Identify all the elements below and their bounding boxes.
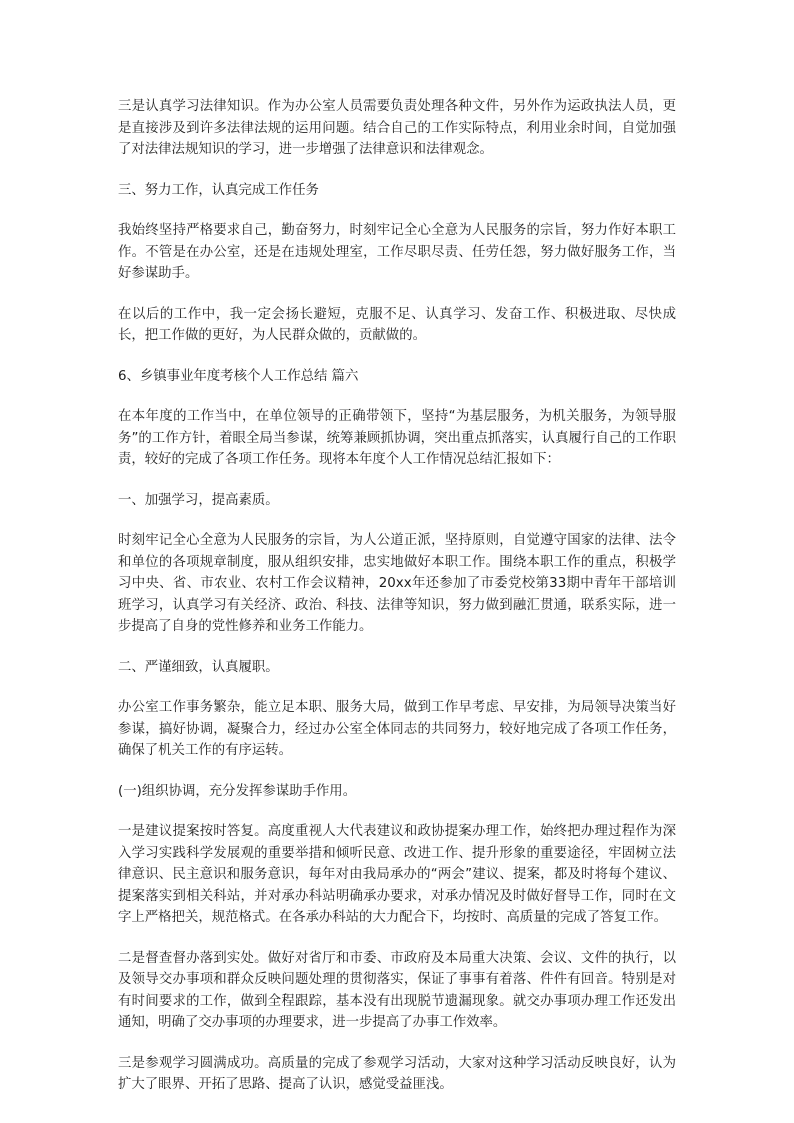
document-body: [118, 96, 676, 1115]
section-title-part-six: 6、乡镇事业年度考核个人工作总结 篇六: [118, 368, 359, 384]
paragraph-study-details: 时刻牢记全心全意为人民服务的宗旨，为人公道正派，坚持原则，自觉遵守国家的法律、法令和单位的各项规章制度，服从组织安排，忠实地做好本职工作。围绕本职工作的重点，积极学习中央、省、市农业、农村工作会议精神，20xx年还参加了市委党校第33期中青年干部培训班学习，认真学习有关经济、政治、科技、法律等知识，努力做到融汇贯通，联系实际，进一步提高了自身的党性修养和业务工作能力。: [118, 533, 676, 634]
paragraph-future-work: 在以后的工作中，我一定会扬长避短，克服不足、认真学习、发奋工作、积极进取、尽快成长，把工作做的更好，为人民群众做的，贡献做的。: [118, 306, 676, 343]
paragraph-visit-study: 三是参观学习圆满成功。高质量的完成了参观学习活动，大家对这种学习活动反映良好，认为扩大了眼界、开拓了思路、提高了认识，感觉受益匪浅。: [118, 1055, 676, 1092]
paragraph-office-work: 办公室工作事务繁杂，能立足本职、服务大局，做到工作早考虑、早安排，为局领导决策当好参谋，搞好协调，凝聚合力，经过办公室全体同志的共同努力，较好地完成了各项工作任务，确保了机关工作的有序运转。: [118, 700, 676, 758]
heading-rigorous-duty: 二、严谨细致，认真履职。: [118, 659, 279, 675]
paragraph-supervision: 二是督查督办落到实处。做好对省厅和市委、市政府及本局重大决策、会议、文件的执行，以及领导交办事项和群众反映问题处理的贯彻落实，保证了事事有着落、件件有回音。特别是对有时间要求的工作，做到全程跟踪，基本没有出现脱节遗漏现象。就交办事项办理工作还发出通知，明确了交办事项的办理要求，进一步提高了办事工作效率。: [118, 950, 676, 1030]
heading-strengthen-study: 一、加强学习，提高素质。: [118, 492, 279, 508]
paragraph-strict-requirements: 我始终坚持严格要求自己，勤奋努力，时刻牢记全心全意为人民服务的宗旨，努力作好本职工作。不管是在办公室，还是在违规处理室，工作尽职尽责、任劳任怨，努力做好服务工作，当好参谋助手。: [118, 223, 676, 281]
paragraph-annual-intro: 在本年度的工作当中，在单位领导的正确带领下，坚持“为基层服务，为机关服务，为领导服务”的工作方针，着眼全局当参谋，统筹兼顾抓协调，突出重点抓落实，认真履行自己的工作职责，较好的完成了各项工作任务。现将本年度个人工作情况总结汇报如下：: [118, 409, 676, 467]
heading-coordination: (一)组织协调，充分发挥参谋助手作用。: [118, 783, 357, 799]
heading-work-hard: 三、努力工作，认真完成工作任务: [118, 182, 319, 198]
paragraph-proposal-replies: 一是建议提案按时答复。高度重视人大代表建议和政协提案办理工作，始终把办理过程作为深入学习实践科学发展观的重要举措和倾听民意、改进工作、提升形象的重要途径，牢固树立法律意识、民主意识和服务意识，每年对由我局承办的“两会”建议、提案，都及时将每个建议、提案落实到相关科站，并对承办科站明确承办要求，对承办情况及时做好督导工作，同时在文字上严格把关，规范格式。在各承办科站的大力配合下，均按时、高质量的完成了答复工作。: [118, 824, 676, 925]
paragraph-law-study: 三是认真学习法律知识。作为办公室人员需要负责处理各种文件，另外作为运政执法人员，更是直接涉及到许多法律法规的运用问题。结合自己的工作实际特点，利用业余时间，自觉加强了对法律法规知识的学习，进一步增强了法律意识和法律观念。: [118, 99, 676, 157]
